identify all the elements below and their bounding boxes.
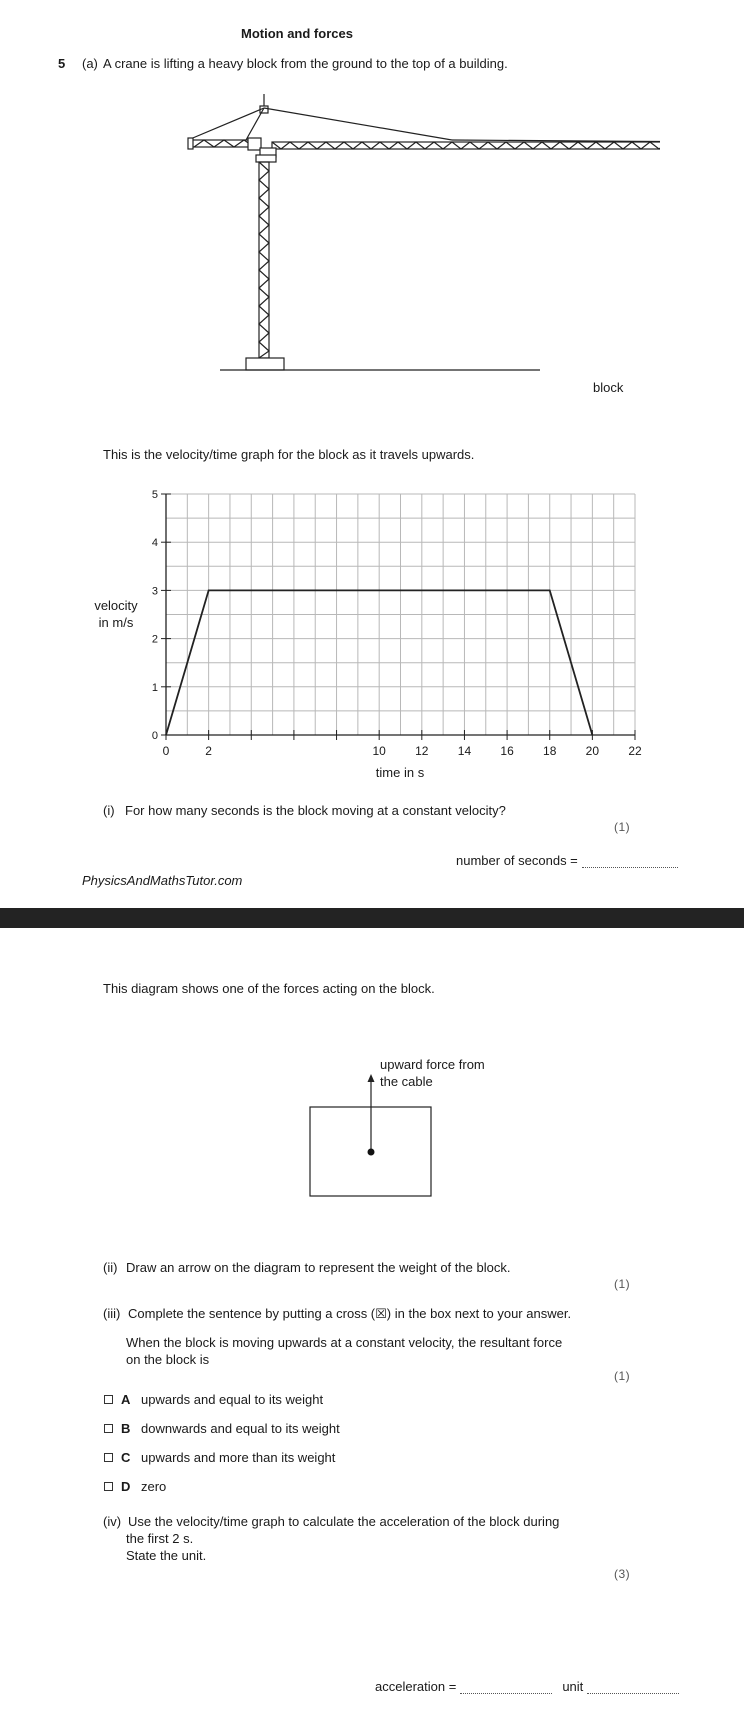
option-d-letter: D: [121, 1479, 131, 1494]
x-tick-label: 18: [543, 744, 557, 758]
option-a-checkbox[interactable]: [104, 1395, 113, 1404]
part-iv-marks: (3): [614, 1567, 631, 1581]
block-label: block: [593, 380, 624, 395]
x-tick-label: 2: [205, 744, 212, 758]
seconds-answer-row: [456, 853, 678, 868]
part-iii-label: (iii): [103, 1306, 121, 1321]
page-break-bar: [0, 908, 744, 928]
force-label-line1: upward force from: [380, 1057, 485, 1072]
option-b-checkbox[interactable]: [104, 1424, 113, 1433]
chart-tick-labels: [152, 489, 642, 758]
option-c: [104, 1450, 335, 1465]
footer-brand: PhysicsAndMathsTutor.com: [82, 873, 243, 888]
part-ii-marks: (1): [614, 1277, 631, 1291]
seconds-answer-label: number of seconds =: [456, 853, 578, 868]
x-tick-label: 16: [500, 744, 514, 758]
x-axis-label: time in s: [375, 765, 425, 780]
part-iv-label: (iv): [103, 1514, 122, 1529]
part-ii-label: (ii): [103, 1260, 118, 1275]
x-tick-label: 12: [415, 744, 429, 758]
option-d-checkbox[interactable]: [104, 1482, 113, 1491]
seconds-answer-field[interactable]: [582, 855, 678, 868]
acceleration-answer-row: [375, 1679, 679, 1694]
question-number: 5: [58, 56, 66, 71]
acceleration-field[interactable]: [460, 1681, 552, 1694]
part-i-marks: (1): [614, 820, 631, 834]
y-tick-label: 5: [151, 489, 158, 501]
velocity-time-chart: [80, 480, 670, 780]
part-iv-line1: Use the velocity/time graph to calculate the acceleration of the block during: [128, 1514, 560, 1529]
x-tick-label: 22: [628, 744, 642, 758]
question-intro: A crane is lifting a heavy block from the ground to the top of a building.: [103, 56, 508, 71]
unit-field[interactable]: [587, 1681, 679, 1694]
option-c-letter: C: [121, 1450, 131, 1465]
part-iii-sentence-line2: on the block is: [126, 1352, 210, 1367]
part-ii-question: Draw an arrow on the diagram to represent the weight of the block.: [126, 1260, 511, 1275]
part-i-label: (i): [103, 803, 115, 818]
option-b-letter: B: [121, 1421, 131, 1436]
option-c-text: upwards and more than its weight: [141, 1450, 336, 1465]
unit-label: unit: [562, 1679, 584, 1694]
y-tick-label: 2: [151, 633, 158, 646]
chart-grid: [166, 494, 635, 735]
option-a: [104, 1392, 323, 1407]
option-d-text: zero: [141, 1479, 167, 1494]
x-tick-label: 14: [457, 744, 472, 758]
part-iii-sentence-line1: When the block is moving upwards at a constant velocity, the resultant force: [126, 1335, 563, 1350]
upward-force-arrowhead: [368, 1074, 375, 1082]
x-tick-label: 0: [162, 744, 170, 758]
y-tick-label: 0: [151, 730, 158, 742]
block-centre-dot: [368, 1149, 375, 1156]
page-title: Motion and forces: [241, 26, 353, 41]
forces-intro: This diagram shows one of the forces acting on the block.: [103, 981, 435, 996]
option-b: [104, 1421, 340, 1436]
y-tick-label: 4: [151, 537, 158, 550]
part-i-question: For how many seconds is the block moving at a constant velocity?: [125, 803, 506, 818]
option-a-letter: A: [121, 1392, 131, 1407]
chart-axes: [161, 494, 635, 740]
part-iv-line3: State the unit.: [126, 1548, 207, 1563]
crane-figure: [180, 92, 660, 422]
graph-intro: This is the velocity/time graph for the block as it travels upwards.: [103, 447, 475, 462]
part-iii-question: Complete the sentence by putting a cross (☒) in the box next to your answer.: [128, 1306, 572, 1321]
part-iv-line2: the first 2 s.: [126, 1531, 194, 1546]
x-tick-label: 20: [585, 744, 600, 758]
part-a-label: (a): [82, 56, 98, 71]
option-d: [104, 1479, 166, 1494]
force-diagram[interactable]: [300, 1070, 440, 1200]
y-axis-label-line1: velocity: [94, 598, 138, 613]
y-tick-label: 1: [151, 681, 158, 694]
acceleration-label: acceleration =: [375, 1679, 457, 1694]
option-b-text: downwards and equal to its weight: [141, 1421, 340, 1436]
part-iii-marks: (1): [614, 1369, 631, 1383]
x-tick-label: 10: [372, 744, 386, 758]
option-a-text: upwards and equal to its weight: [141, 1392, 324, 1407]
force-label-line2: the cable: [380, 1074, 433, 1089]
y-tick-label: 3: [151, 585, 158, 598]
option-c-checkbox[interactable]: [104, 1453, 113, 1462]
y-axis-label-line2: in m/s: [98, 615, 134, 630]
